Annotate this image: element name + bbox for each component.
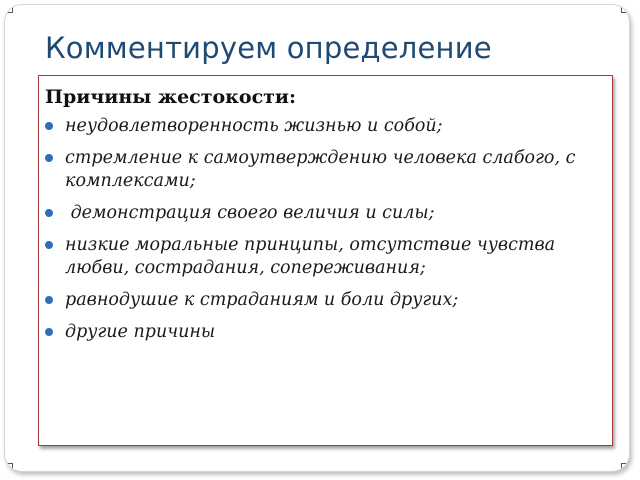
box-heading: Причины жестокости: (45, 86, 297, 108)
resize-handle-top-left[interactable] (5, 5, 13, 13)
bullet-icon (45, 296, 53, 304)
list-item (45, 115, 602, 138)
bullet-icon (45, 122, 53, 130)
list-item-text: другие причины (65, 322, 216, 342)
bullet-icon (45, 328, 53, 336)
list-item (45, 289, 602, 312)
resize-handle-bottom-left[interactable] (5, 463, 13, 471)
list-item-text: стремление к самоутверждению человека слабого, с комплексами; (65, 148, 576, 191)
list-item-text: низкие моральные принципы, отсутствие чувства любви, сострадания, сопереживания; (65, 235, 556, 278)
bullet-icon (45, 154, 53, 162)
resize-handle-top-right[interactable] (621, 5, 629, 13)
list-item (45, 321, 602, 344)
bullet-icon (45, 241, 53, 249)
list-item-text: демонстрация своего величия и силы; (65, 203, 435, 223)
list-item (45, 147, 602, 193)
reasons-list (45, 115, 602, 344)
bullet-icon (45, 209, 53, 217)
list-item (45, 234, 602, 280)
slide (4, 4, 630, 472)
resize-handle-bottom-right[interactable] (621, 463, 629, 471)
content-box (38, 75, 613, 446)
list-item-text: равнодушие к страданиям и боли других; (65, 290, 459, 310)
list-item (45, 202, 602, 225)
list-item-text: неудовлетворенность жизнью и собой; (65, 116, 443, 136)
slide-title: Комментируем определение (45, 31, 492, 65)
